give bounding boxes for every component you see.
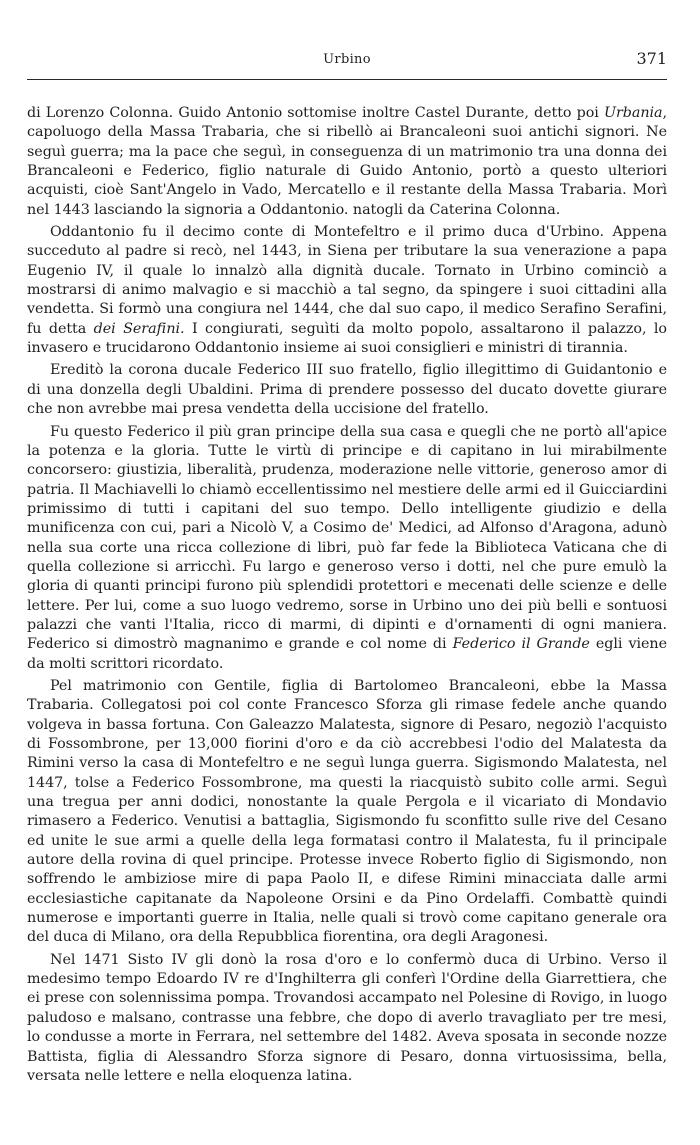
paragraph-6: Nel 1471 Sisto IV gli donò la rosa d'oro e lo confermò duca di Urbino. Verso il medesimo tempo Edoardo IV re d'Inghilterra gli conferì l'Ordine della Giarrettiera, che ei prese con solennissima pompa. Trovandosi accampato nel Polesine di Rovigo, in luogo paludoso e malsano, contrasse una febbre, che dopo di averlo travagliato per tre mesi, lo condusse a morte in Ferrara, nel settembre del 1482. Aveva sposata in seconde nozze Battista, figlia di Alessandro Sforza signore di Pesaro, donna virtuosissima, bella, versata nelle lettere e nella eloquenza latina. — [27, 951, 667, 1084]
paragraph-2: Oddantonio fu il decimo conte di Montefeltro e il primo duca d'Urbino. Appena succeduto al padre si recò, nel 1443, in Siena per tributare la sua venerazione a papa Eugenio IV, il quale lo innalzò alla dignità ducale. Tornato in Urbino cominciò a mostrarsi di animo malvagio e si macchiò a tal segno, da spingere i suoi cittadini alla vendetta. Si formò una congiura nel 1444, che dal suo capo, il medico Serafino Serafini, fu detta dei Serafini. I congiurati, seguìti da molto popolo, assaltarono il palazzo, lo invasero e trucidarono Oddantonio insieme ai suoi consiglieri e ministri di tirannia. — [27, 224, 667, 357]
body-text — [27, 104, 667, 1086]
paragraph-4: Fu questo Federico il più gran principe della sua casa e quegli che ne portò all'apice la potenza e la gloria. Tutte le virtù di principe e di capitano in lui mirabilmente concorsero: giustizia, liberalità, prudenza, moderazione nelle vittorie, generoso amor di patria. Il Machiavelli lo chiamò eccellentissimo nel mestiere delle armi ed il Guicciardini primissimo di tutti i capitani del suo tempo. Dello intelligente giudizio e della munificenza con cui, pari a Nicolò V, a Cosimo de' Medici, ad Alfonso d'Aragona, adunò nella sua corte una ricca collezione di libri, può far fede la Biblioteca Vaticana che di quella collezione si arricchì. Fu largo e generoso verso i dotti, nel che pure emulò la gloria di quanti principi furono più splendidi protettori e mecenati delle scienze e delle lettere. Per lui, come a suo luogo vedremo, sorse in Urbino uno dei più belli e sontuosi palazzi che vanti l'Italia, ricco di marmi, di dipinti e d'ornamenti di ogni maniera. Federico si dimostrò magnanimo e grande e col nome di Federico il Grande egli viene da molti scrittori ricordato. — [27, 423, 667, 672]
paragraph-3: Ereditò la corona ducale Federico III suo fratello, figlio illegittimo di Guidantonio e di una donzella degli Ubaldini. Prima di prendere possesso del ducato dovette giurare che non avrebbe mai presa vendetta della uccisione del fratello. — [27, 362, 667, 418]
emphasis-federico-il-grande: Federico il Grande — [452, 636, 590, 653]
header-rule — [27, 79, 667, 80]
paragraph-5: Pel matrimonio con Gentile, figlia di Bartolomeo Brancaleoni, ebbe la Massa Trabaria. Collegatosi poi col conte Francesco Sforza gli rimase fedele anche quando volgeva in bassa fortuna. Con Galeazzo Malatesta, signore di Pesaro, negoziò l'acquisto di Fossombrone, per 13,000 fiorini d'oro e da ciò accrebbesi l'odio del Malatesta da Rimini verso la casa di Montefeltro e ne seguì lunga guerra. Sigismondo Malatesta, nel 1447, tolse a Federico Fossombrone, ma questi la riacquistò subito colle armi. Seguì una tregua per anni dodici, nonostante la quale Pergola e il vicariato di Mondavio rimasero a Federico. Venutisi a battaglia, Sigismondo fu sconfitto sulle rive del Cesano ed unite le sue armi a quelle della lega formatasi contro il Malatesta, fu il principale autore della rovina di quel principe. Protesse invece Roberto figlio di Sigismondo, non soffrendo le ambiziose mire di papa Paolo II, e difese Rimini minacciata dalle armi ecclesiastiche capitanate da Napoleone Orsini e da Pino Ordelaffi. Combattè quindi numerose e importanti guerre in Italia, nelle quali si trovò come capitano generale ora del duca di Milano, ora della Repubblica fiorentina, ora degli Aragonesi. — [27, 677, 667, 946]
paragraph-1: di Lorenzo Colonna. Guido Antonio sottomise inoltre Castel Durante, detto poi Urbania, capoluogo della Massa Trabaria, che si ribellò ai Brancaleoni suoi antichi signori. Ne seguì guerra; ma la pace che seguì, in conseguenza di un matrimonio tra una donna dei Brancaleoni e Federico, figlio naturale di Guido Antonio, portò a questo ulteriori acquisti, cioè Sant'Angelo in Vado, Mercatello e il restante della Massa Trabaria. Morì nel 1443 lasciando la signoria a Oddantonio. natogli da Caterina Colonna. — [27, 105, 667, 218]
running-head: Urbino — [323, 52, 371, 67]
book-page — [27, 0, 667, 1089]
emphasis-dei-serafini: dei Serafini — [93, 320, 181, 337]
page-header — [27, 0, 667, 82]
page-number: 371 — [636, 49, 667, 68]
emphasis-urbania: Urbania — [603, 105, 663, 121]
